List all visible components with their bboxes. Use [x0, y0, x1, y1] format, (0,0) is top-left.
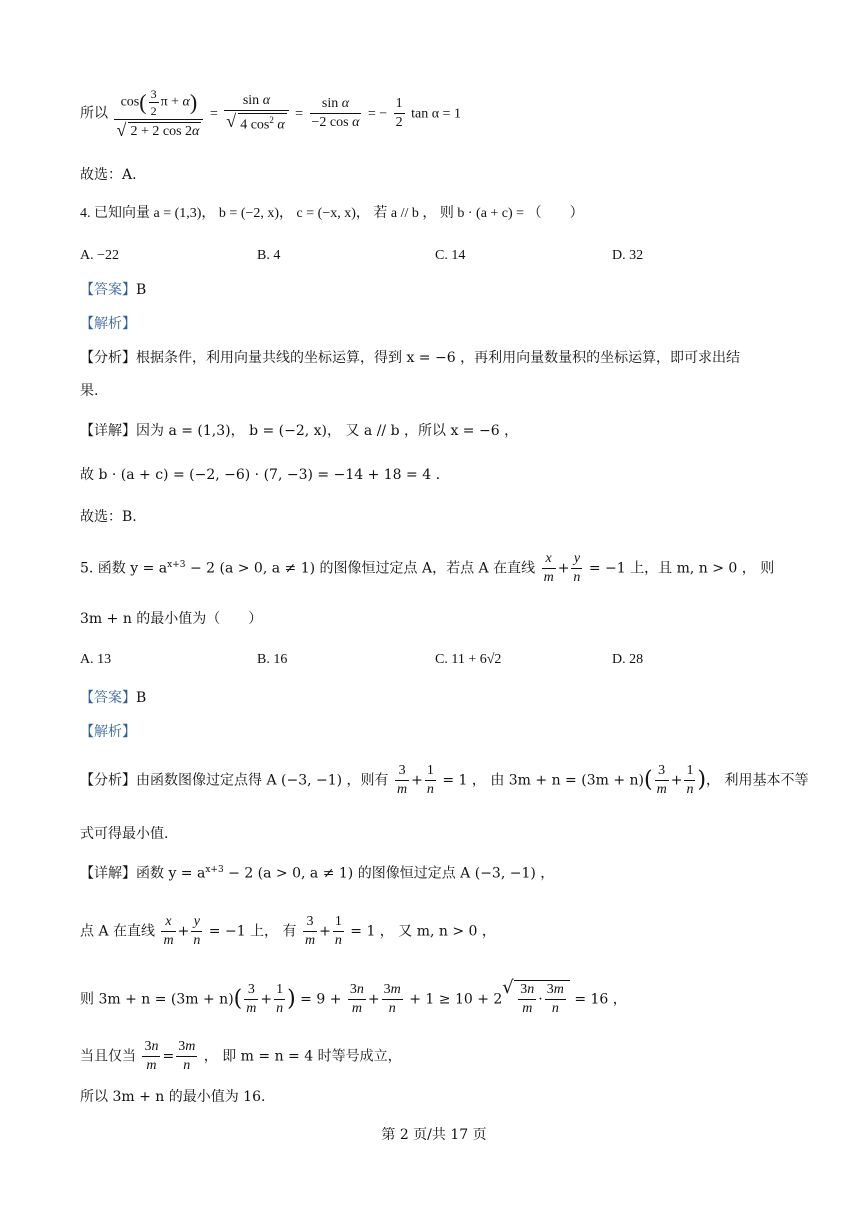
- xiangjie-tag: 【详解】: [80, 423, 136, 439]
- page-footer: 第 2 页/共 17 页: [381, 1127, 487, 1143]
- fraction-x-m: $\frac{x}{m}$: [543, 551, 554, 585]
- fraction-3n-m: $\frac{3n}{m}$: [349, 982, 364, 1016]
- answer-value: B: [136, 690, 147, 706]
- fraction-sin-2: $\frac{\text{sin α}}{\text{−2 cos α}}$: [311, 96, 360, 130]
- line2-b: = −1 上， 有: [208, 923, 297, 940]
- fenxi-tag: 【分析】: [80, 350, 136, 366]
- q4-fenxi-1: [80, 351, 740, 365]
- q5-option-c: C. 11 + 6√2: [435, 652, 502, 667]
- answer-value: B: [136, 282, 147, 298]
- line3-a: 则 3m + n = (3m + n): [80, 991, 234, 1008]
- xiangjie-text: 因为 a = (1,3)， b = (−2, x)， 又 a // b ，所以 x = −6 ，: [136, 423, 519, 439]
- q4-xiangjie-2: 故 b · (a + c) = (−2, −6) · (7, −3) = −14 + 18 = 4 .: [80, 467, 441, 483]
- fraction-1-n-2: $\frac{1}{n}$: [334, 914, 342, 948]
- answer-tag: 【答案】: [80, 282, 136, 298]
- q4-xiangjie-1: [80, 424, 518, 438]
- q4-option-c: C. 14: [435, 248, 466, 263]
- q5-fenxi-2: 式可得最小值.: [80, 826, 169, 842]
- intro-equation: 所以 cos( $\frac{3}{2}$ π + α) √ 2 + 2 cos 2α = sin α √ 4 $\cos^2 \alpha$ = $\frac{\text{sin α}}{\text{−2 cos α}}$ = − $\frac{1}{2}$ tan α = 1: [80, 88, 461, 139]
- fraction-sin-1: sin α √ 4 $\cos^2 \alpha$: [224, 94, 289, 133]
- q5-fenxi-1: 【分析】由函数图像过定点得 A (−3, −1) ，则有 $\frac{3}{m}$ + $\frac{1}{n}$ = 1 ， 由 3m + n = (3m + n)( $\frac{3}{m}$ + $\frac{1}{n}$ )， 利用基本不等: [80, 763, 809, 797]
- q4-option-a: A. −22: [80, 248, 120, 263]
- q5-analysis-tag: 【解析】: [80, 724, 136, 740]
- fraction-1-n-b: $\frac{1}{n}$: [686, 763, 694, 797]
- fenxi-b: = 1 ， 由 3m + n = (3m + n): [442, 772, 644, 789]
- fraction-3m-n-4: $\frac{3m}{n}$: [178, 1039, 196, 1073]
- intro-prefix: 所以: [80, 105, 108, 122]
- q4-option-d: D. 32: [612, 248, 644, 263]
- fraction-3m-n: $\frac{3m}{n}$: [383, 982, 401, 1016]
- fenxi-tag: 【分析】: [80, 772, 136, 789]
- q5-xiangjie-3: 则 3m + n = (3m + n)( $\frac{3}{m}$ + $\frac{1}{n}$ ) = 9 + $\frac{3n}{m}$ + $\frac{3m}{n}$ + 1 ≥ 10 + 2 √ $\frac{3n}{m}$ · $\frac{3m}{n}$ = 16 ，: [80, 980, 627, 1016]
- q5-option-a: A. 13: [80, 652, 112, 667]
- intro-choice: 故选：A.: [80, 167, 137, 183]
- fraction-3-m-b: $\frac{3}{m}$: [656, 763, 667, 797]
- fraction-1-n: $\frac{1}{n}$: [426, 763, 434, 797]
- stem-a: 5. 函数 y = a: [80, 560, 168, 577]
- line3-b: = 9 +: [300, 991, 342, 1008]
- q5-xiangjie-1: [80, 866, 554, 881]
- fraction-3n-m-4: $\frac{3n}{m}$: [144, 1039, 159, 1073]
- line2-c: = 1 ， 又 m, n > 0 ，: [350, 923, 496, 940]
- q5-xiangjie-2: 点 A 在直线 $\frac{x}{m}$ + $\frac{y}{n}$ = −1 上， 有 $\frac{3}{m}$ + $\frac{1}{n}$ = 1 ， 又 m, n > 0 ，: [80, 914, 496, 948]
- q5-xiangjie-4: 当且仅当 $\frac{3n}{m}$ = $\frac{3m}{n}$ ， 即 m = n = 4 时等号成立，: [80, 1039, 402, 1073]
- fraction-half: $\frac{1}{2}$: [395, 96, 403, 130]
- q5-option-b: B. 16: [257, 652, 288, 667]
- line3-c: + 1 ≥ 10 + 2: [409, 991, 503, 1008]
- stem-exp: x+3: [167, 559, 186, 570]
- fenxi-c: ， 利用基本不等: [706, 772, 809, 789]
- fraction-3-m-3: $\frac{3}{m}$: [246, 982, 257, 1016]
- fraction-3-m: $\frac{3}{m}$: [397, 763, 408, 797]
- intro-result: tan α = 1: [411, 106, 461, 122]
- eq-tail: = −: [367, 106, 388, 122]
- fraction-1-n-3: $\frac{1}{n}$: [276, 982, 284, 1016]
- line2-a: 点 A 在直线: [80, 923, 156, 940]
- line3-d: = 16 ，: [574, 991, 627, 1008]
- fraction-cos: cos( $\frac{3}{2}$ π + α) √ 2 + 2 cos 2α: [114, 88, 203, 139]
- fraction-3-m-2: $\frac{3}{m}$: [304, 914, 316, 948]
- line4-b: ， 即 m = n = 4 时等号成立，: [203, 1048, 402, 1065]
- fenxi-a: 由函数图像过定点得 A (−3, −1) ，则有: [136, 772, 389, 789]
- fraction-y-n-2: $\frac{y}{n}$: [193, 914, 201, 948]
- q5-conclusion: 所以 3m + n 的最小值为 16.: [80, 1089, 266, 1105]
- xiangjie-exp: x+3: [205, 865, 224, 875]
- q4-answer: [80, 283, 146, 297]
- q4-fenxi-2: 果.: [80, 383, 99, 399]
- q5-stem-2: 3m + n 的最小值为（ ）: [80, 611, 263, 627]
- fraction-y-n: $\frac{y}{n}$: [573, 551, 581, 585]
- q4-analysis-tag: 【解析】: [80, 316, 136, 332]
- fraction-x-m-2: $\frac{x}{m}$: [163, 914, 174, 948]
- answer-tag: 【答案】: [80, 690, 136, 706]
- stem-b: − 2 (a > 0, a ≠ 1) 的图像恒过定点 A，若点 A 在直线: [185, 560, 536, 577]
- q5-option-d: D. 28: [612, 652, 644, 667]
- q5-stem-1: 5. 函数 $y = a^{x+3} - 2$ (a > 0, a ≠ 1) 的图像恒过定点 A，若点 A 在直线 $\frac{x}{m}$ + $\frac{y}{n}$ = −1 上，且 m, n > 0 ， 则: [80, 551, 775, 585]
- q4-stem: 4. 已知向量 a = (1,3)， b = (−2, x)， c = (−x, x)， 若 a // b ， 则 b · (a + c) = （ ）: [80, 206, 584, 221]
- q5-answer: [80, 691, 146, 705]
- xiangjie-tag: 【详解】: [80, 865, 136, 882]
- fenxi-text: 根据条件，利用向量共线的坐标运算，得到 x = −6 ，再利用向量数量积的坐标运算，即可求出结: [136, 350, 741, 366]
- stem-c: = −1 上，且 m, n > 0 ， 则: [588, 560, 775, 577]
- q4-option-b: B. 4: [257, 248, 281, 263]
- line4-a: 当且仅当: [80, 1048, 136, 1065]
- xiangjie-b: − 2 (a > 0, a ≠ 1) 的图像恒过定点 A (−3, −1) ，: [223, 865, 555, 882]
- q4-choice: 故选：B.: [80, 509, 137, 525]
- xiangjie-a: 函数 y = a: [136, 865, 206, 882]
